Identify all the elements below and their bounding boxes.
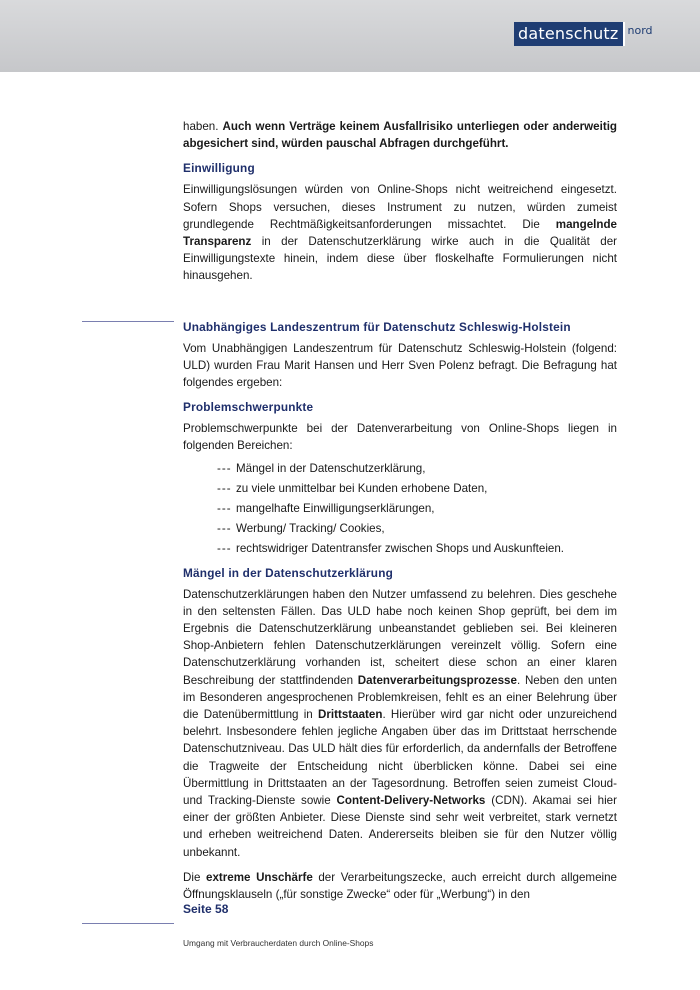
list-item: --- mangelhafte Einwilligungserklärungen, (217, 499, 617, 519)
paragraph: Einwilligungslösungen würden von Online-Shops nicht weitreichend eingesetzt. Sofern Shops versuchen, dieses Instrument zu nutzen, würden zumeist grundlegende Rechtmäßigkeitsanforderungen missachtet. Die mangelnde Transparenz in der Datenschutzerklärung wirke auch in die Qualität der Einwilligungstexte hinein, indem diese über floskelhafte Formulierungen nicht hinausgehen. (183, 183, 617, 283)
section-rule (82, 321, 174, 322)
list-item: --- rechtswidriger Datentransfer zwischen Shops und Auskunfteien. (217, 539, 617, 559)
paragraph: Problemschwerpunkte bei der Datenverarbeitung von Online-Shops liegen in folgenden Bereichen: (183, 422, 617, 453)
document-body (183, 118, 617, 911)
list-dash: --- (217, 481, 232, 495)
bold-text: Auch wenn Verträge keinem Ausfallrisiko unterliegen oder anderweitig abgesichert sind, würden pauschal Abfragen durchgeführt. (183, 120, 617, 151)
bold-text: mangelnde Transparenz (183, 217, 617, 249)
subheading-maengel: Mängel in der Datenschutzerklärung (183, 565, 394, 580)
list-item: --- Mängel in der Datenschutzerklärung, (217, 459, 617, 479)
logo-suffix-text: nord (627, 24, 653, 37)
problem-list (183, 459, 617, 559)
paragraph: Die extreme Unschärfe der Verarbeitungszecke, auch erreicht durch allgemeine Öffnungsklauseln („für sonstige Zwecke“ oder für „Werbung“) in den (183, 870, 617, 902)
list-dash: --- (217, 541, 232, 555)
list-dash: --- (217, 521, 232, 535)
logo-main-text: datenschutz (514, 22, 623, 46)
paragraph: haben. Auch wenn Verträge keinem Ausfallrisiko unterliegen oder anderweitig abgesichert sind, würden pauschal Abfragen durchgeführt. (183, 120, 617, 151)
bold-text: Content-Delivery-Networks (336, 794, 486, 808)
logo-divider (623, 22, 625, 46)
list-item: --- zu viele unmittelbar bei Kunden erhobene Daten, (217, 479, 617, 499)
datenschutz-nord-logo (514, 22, 653, 46)
page-number: Seite 58 (183, 902, 229, 916)
subheading-problemschwerpunkte: Problemschwerpunkte (183, 400, 314, 415)
section-heading-uld: Unabhängiges Landeszentrum für Datenschutz Schleswig-Holstein (183, 319, 571, 334)
list-item: --- Werbung/ Tracking/ Cookies, (217, 519, 617, 539)
bold-text: Datenverarbeitungsprozesse (357, 673, 517, 687)
footer-title: Umgang mit Verbraucherdaten durch Online-Shops (183, 938, 374, 948)
paragraph: Datenschutzerklärungen haben den Nutzer umfassend zu belehren. Dies geschehe in den seltensten Fällen. Das ULD habe noch keinen Shop geprüft, bei dem im Ergebnis die Datenschutzerklärung unbeanstandet geblieben sei. Bei kleineren Shop-Anbietern fehlen Datenschutzerklärungen vereinzelt völlig. Sofern eine Datenschutzerklärung vorhanden ist, scheitert diese schon an einer klaren Beschreibung der stattfindenden Datenverarbeitungsprozesse. Neben den unten im Besonderen angesprochenen Problemkreisen, fehlt es an einer Belehrung über die Datenübermittlung in Drittstaaten. Hierüber wird gar nicht oder unzureichend belehrt. Insbesondere fehlen jegliche Angaben über das im Drittstaat herrschende Datenschutzniveau. Das ULD hält dies für erforderlich, da andernfalls der Betroffene die Tragweite der Entscheidung nicht überblicken könne. Dabei sei eine Übermittlung in Drittstaaten an der Tagesordnung. Betroffen seien zumeist Cloud- und Tracking-Dienste sowie Content-Delivery-Networks (CDN). Akamai sei hier einer der größten Anbieter. Diese Dienste sind sehr weit verbreitet, stark vernetzt und erheben weitreichend Daten. Andererseits bleiben sie für den Nutzer völlig unbekannt. (183, 587, 617, 859)
list-dash: --- (217, 501, 232, 515)
list-dash: --- (217, 461, 232, 475)
footer-rule (82, 923, 174, 924)
bold-text: Drittstaaten (318, 708, 383, 722)
subheading-einwilligung: Einwilligung (183, 161, 255, 176)
paragraph: Vom Unabhängigen Landeszentrum für Datenschutz Schleswig-Holstein (folgend: ULD) wurden Frau Marit Hansen und Herr Sven Polenz befragt. Die Befragung hat folgendes ergeben: (183, 341, 617, 390)
bold-text: extreme Unschärfe (206, 870, 313, 884)
